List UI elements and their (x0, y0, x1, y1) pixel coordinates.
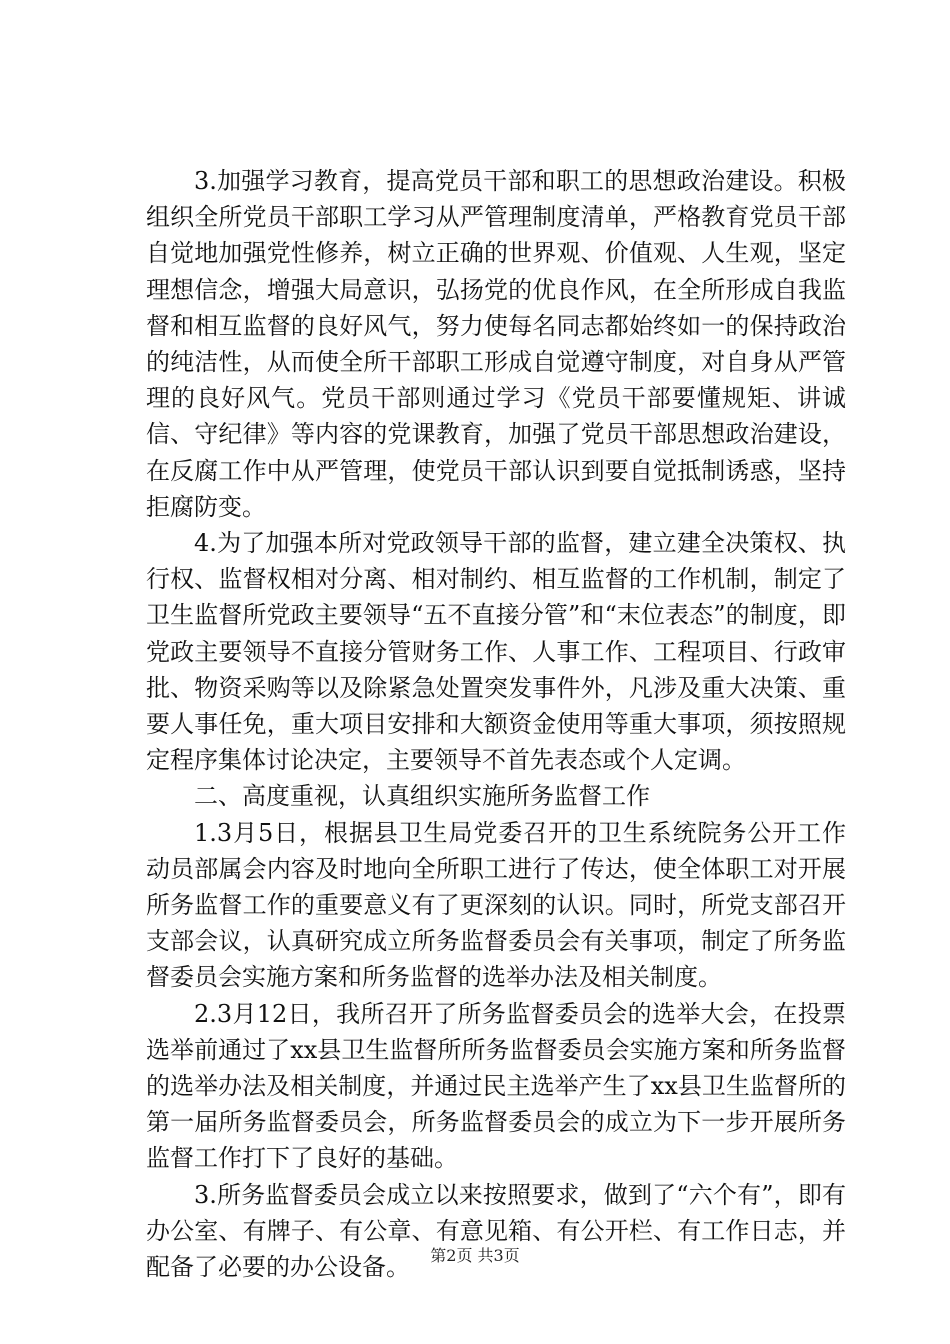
section-heading-2: 二、高度重视，认真组织实施所务监督工作 (194, 782, 650, 811)
paragraph-4-leadership-supervision: 4.为了加强本所对党政领导干部的监督，建立建全决策权、执行权、监督权相对分离、相对制约、相互监督的工作机制，制定了卫生监督所党政主要领导“五不直接分管”和“末位表态”的制度，即党政主要领导不直接分管财务工作、人事工作、工程项目、行政审批、物资采购等以及除紧急处置突发事件外，凡涉及重大决策、重要人事任免，重大项目安排和大额资金使用等重大事项，须按照规定程序集体讨论决定，主要领导不首先表态或个人定调。 (146, 529, 846, 775)
paragraph-1-march-5: 1.3月5日，根据县卫生局党委召开的卫生系统院务公开工作动员部属会内容及时地向全所职工进行了传达，使全体职工对开展所务监督工作的重要意义有了更深刻的认识。同时，所党支部召开支部会议，认真研究成立所务监督委员会有关事项，制定了所务监督委员会实施方案和所务监督的选举办法及相关制度。 (146, 818, 846, 992)
document-body (146, 163, 846, 1285)
paragraph-2-march-12: 2.3月12日，我所召开了所务监督委员会的选举大会，在投票选举前通过了xx县卫生监督所所务监督委员会实施方案和所务监督的选举办法及相关制度，并通过民主选举产生了xx县卫生监督所的第一届所务监督委员会，所务监督委员会的成立为下一步开展所务监督工作打下了良好的基础。 (146, 999, 846, 1173)
page-number-footer: 第2页 共3页 (430, 1246, 520, 1265)
paragraph-3-study-education: 3.加强学习教育，提高党员干部和职工的思想政治建设。积极组织全所党员干部职工学习从严管理制度清单，严格教育党员干部自觉地加强党性修养，树立正确的世界观、价值观、人生观，坚定理想信念，增强大局意识，弘扬党的优良作风，在全所形成自我监督和相互监督的良好风气，努力使每名同志都始终如一的保持政治的纯洁性，从而使全所干部职工形成自觉遵守制度，对自身从严管理的良好风气。党员干部则通过学习《党员干部要懂规矩、讲诚信、守纪律》等内容的党课教育，加强了党员干部思想政治建设，在反腐工作中从严管理，使党员干部认识到要自觉抵制诱惑，坚持拒腐防变。 (146, 167, 846, 521)
paragraph-3-six-haves: 3.所务监督委员会成立以来按照要求，做到了“六个有”，即有办公室、有牌子、有公章、有意见箱、有公开栏、有工作日志，并配备了必要的办公设备。 (146, 1180, 846, 1282)
